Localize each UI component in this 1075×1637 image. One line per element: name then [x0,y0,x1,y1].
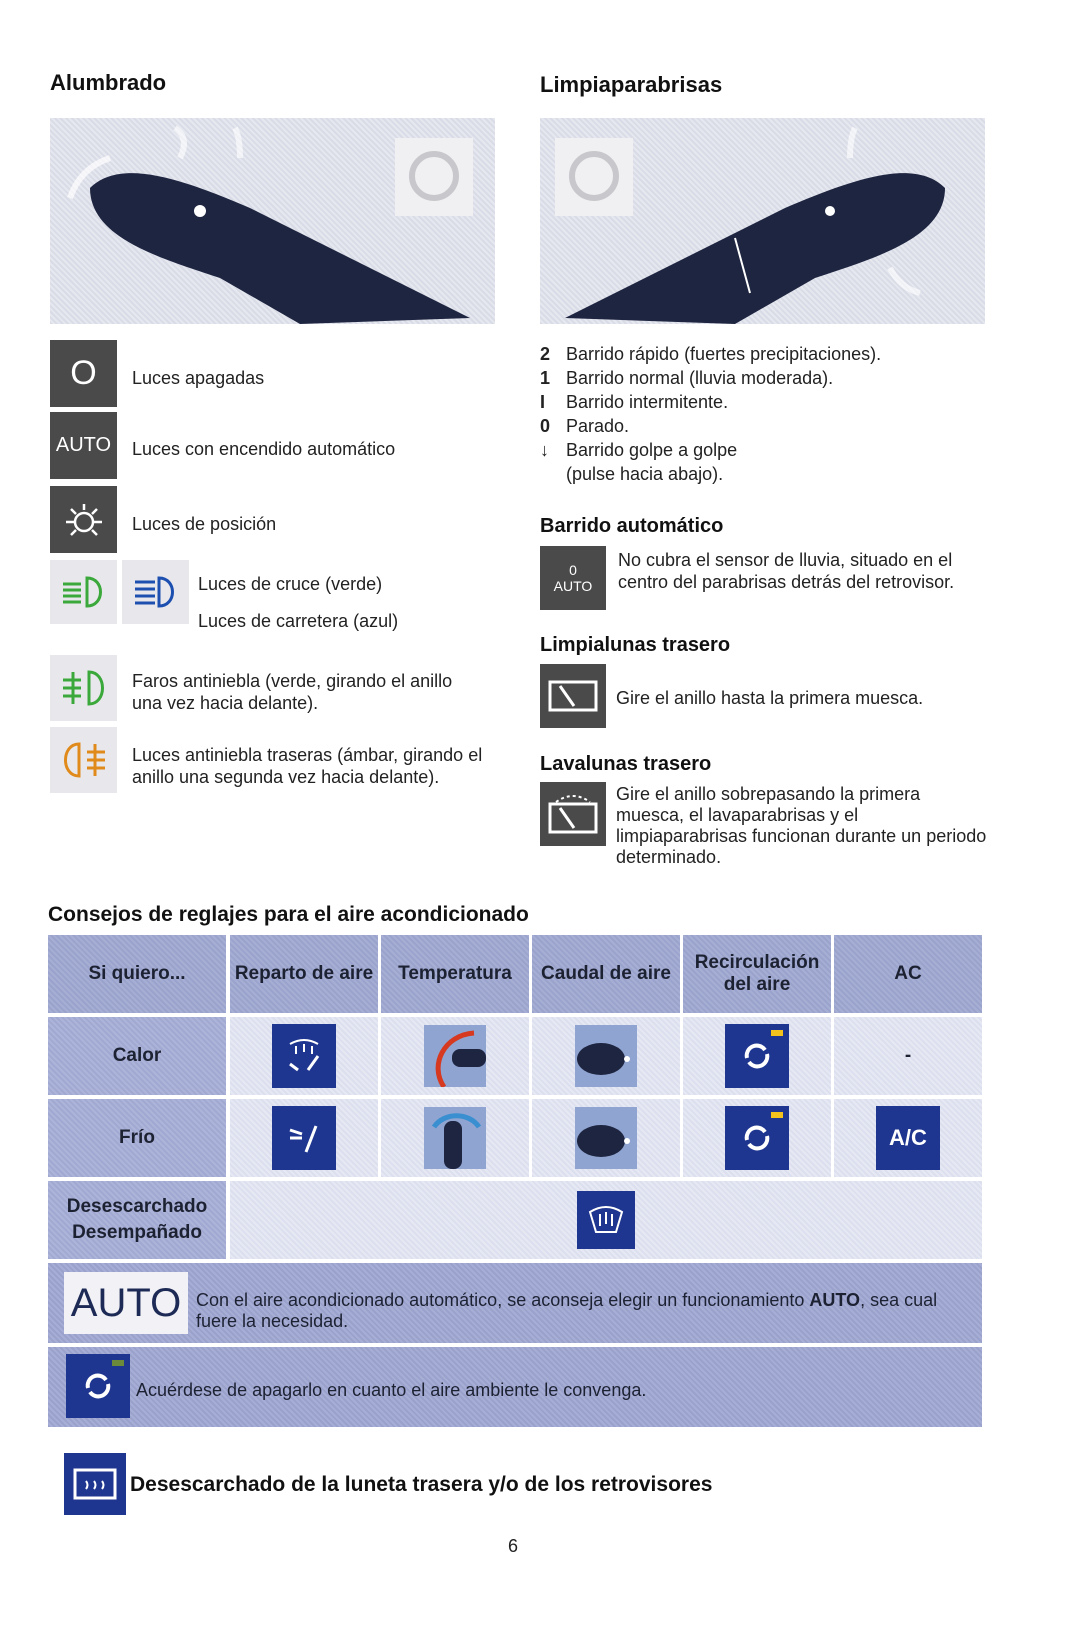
ac-header-recirculation: Recirculación del aire [683,935,831,1013]
temperature-knob-hot-icon [424,1025,486,1087]
ac-heat-recirc-cell [683,1017,831,1095]
auto-note-text [196,1290,966,1332]
rear-window-defrost-icon [64,1453,126,1515]
lights-auto-label: Luces con encendido automático [132,439,396,459]
ac-row-label-heat: Calor [48,1017,226,1095]
rear-washer-text: Gire el anillo sobrepasando la primera muesca, el lavaparabrisas y el limpiaparabrisas funcionan durante un periodo determinado. [616,784,987,867]
wiper-mode-row: (pulse hacia abajo). [566,464,724,484]
rear-washer-icon [540,782,606,846]
rear-fog-icon [50,727,117,793]
ac-title: Consejos de reglajes para el aire acondicionado [48,903,529,926]
ac-row-label-cold: Frío [48,1099,226,1177]
auto-wipe-title: Barrido automático [540,515,724,537]
auto-note-text-b: , sea cual fuere la necesidad. [196,1290,938,1331]
auto-wipe-text: No cubra el sensor de lluvia, situado en el centro del parabrisas detrás del retrovisor. [618,550,955,592]
rear-washer-title: Lavalunas trasero [540,753,712,775]
auto-wipe-badge-top: 0 [569,562,577,578]
auto-wipe-badge-bottom: AUTO [553,578,593,594]
recirc-note-text: Acuérdese de apagarlo en cuanto el aire ambiente le convenga. [136,1380,647,1400]
air-face-icon [272,1106,336,1170]
ac-heat-flow-cell [532,1017,680,1095]
recirculation-note-icon [66,1354,130,1418]
front-fog-icon [50,655,117,721]
ac-heat-temperature-cell [381,1017,529,1095]
ac-cold-distribution-cell [230,1099,378,1177]
wiper-mode-row: I Barrido intermitente. [540,392,729,412]
page-number: 6 [508,1536,519,1556]
lighting-title: Alumbrado [50,70,167,95]
ac-cold-ac-cell [834,1099,982,1177]
high-beam-label: Luces de carretera (azul) [198,611,399,631]
auto-note-text-a: Con el aire acondicionado automático, se aconseja elegir un funcionamiento [196,1290,810,1310]
wiper-mode-row: 2 Barrido rápido (fuertes precipitaciones). [540,344,882,364]
position-lights-label: Luces de posición [132,514,277,534]
rear-fog-label: Luces antiniebla traseras (ámbar, girando el anillo una segunda vez hacia delante). [132,745,483,787]
low-beam-label: Luces de cruce (verde) [198,574,383,594]
ac-button-icon: A/C [876,1106,940,1170]
ac-defrost-cell [230,1181,982,1259]
rear-wiper-icon [540,664,606,728]
ac-header-air-distribution: Reparto de aire [230,935,378,1013]
wiper-mode-row: 0 Parado. [540,416,630,436]
ac-header-air-flow: Caudal de aire [532,935,680,1013]
ac-heat-distribution-cell [230,1017,378,1095]
ac-header-temperature: Temperatura [381,935,529,1013]
fan-knob-icon [575,1107,637,1169]
ac-header-ac: AC [834,935,982,1013]
lights-off-label: Luces apagadas [132,368,265,388]
ac-cold-temperature-cell [381,1099,529,1177]
rear-wiper-title: Limpialunas trasero [540,634,731,656]
wiper-stalk-photo [540,118,985,324]
wipers-title: Limpiaparabrisas [540,72,723,97]
recirculation-icon [725,1024,789,1088]
recirculation-icon [725,1106,789,1170]
auto-wipe-badge [540,546,606,610]
high-beam-icon [122,560,189,624]
lights-auto-badge: AUTO [50,412,117,479]
position-lights-icon [50,486,117,553]
ac-header-want: Si quiero... [48,935,226,1013]
rear-wiper-text: Gire el anillo hasta la primera muesca. [616,688,924,708]
auto-note-text-bold: AUTO [809,1290,861,1310]
ac-cold-flow-cell [532,1099,680,1177]
air-feet-windscreen-icon [272,1024,336,1088]
ac-heat-ac-value: - [834,1017,982,1095]
wiper-mode-row: ↓ Barrido golpe a golpe [540,440,738,460]
fan-knob-icon [575,1025,637,1087]
ac-cold-recirc-cell [683,1099,831,1177]
low-beam-icon [50,560,117,624]
ac-row-label-defrost: Desescarchado Desempañado [48,1181,226,1259]
rear-defrost-text: Desescarchado de la luneta trasera y/o de los retrovisores [130,1473,713,1496]
windscreen-defrost-icon [577,1191,635,1249]
wiper-mode-row: 1 Barrido normal (lluvia moderada). [540,368,834,388]
front-fog-label: Faros antiniebla (verde, girando el anillo una vez hacia delante). [132,671,453,713]
auto-badge: AUTO [64,1272,188,1334]
temperature-knob-cold-icon [424,1107,486,1169]
lighting-stalk-photo [50,118,495,324]
wiper-modes-list [540,343,1000,487]
lights-off-badge: O [50,340,117,407]
